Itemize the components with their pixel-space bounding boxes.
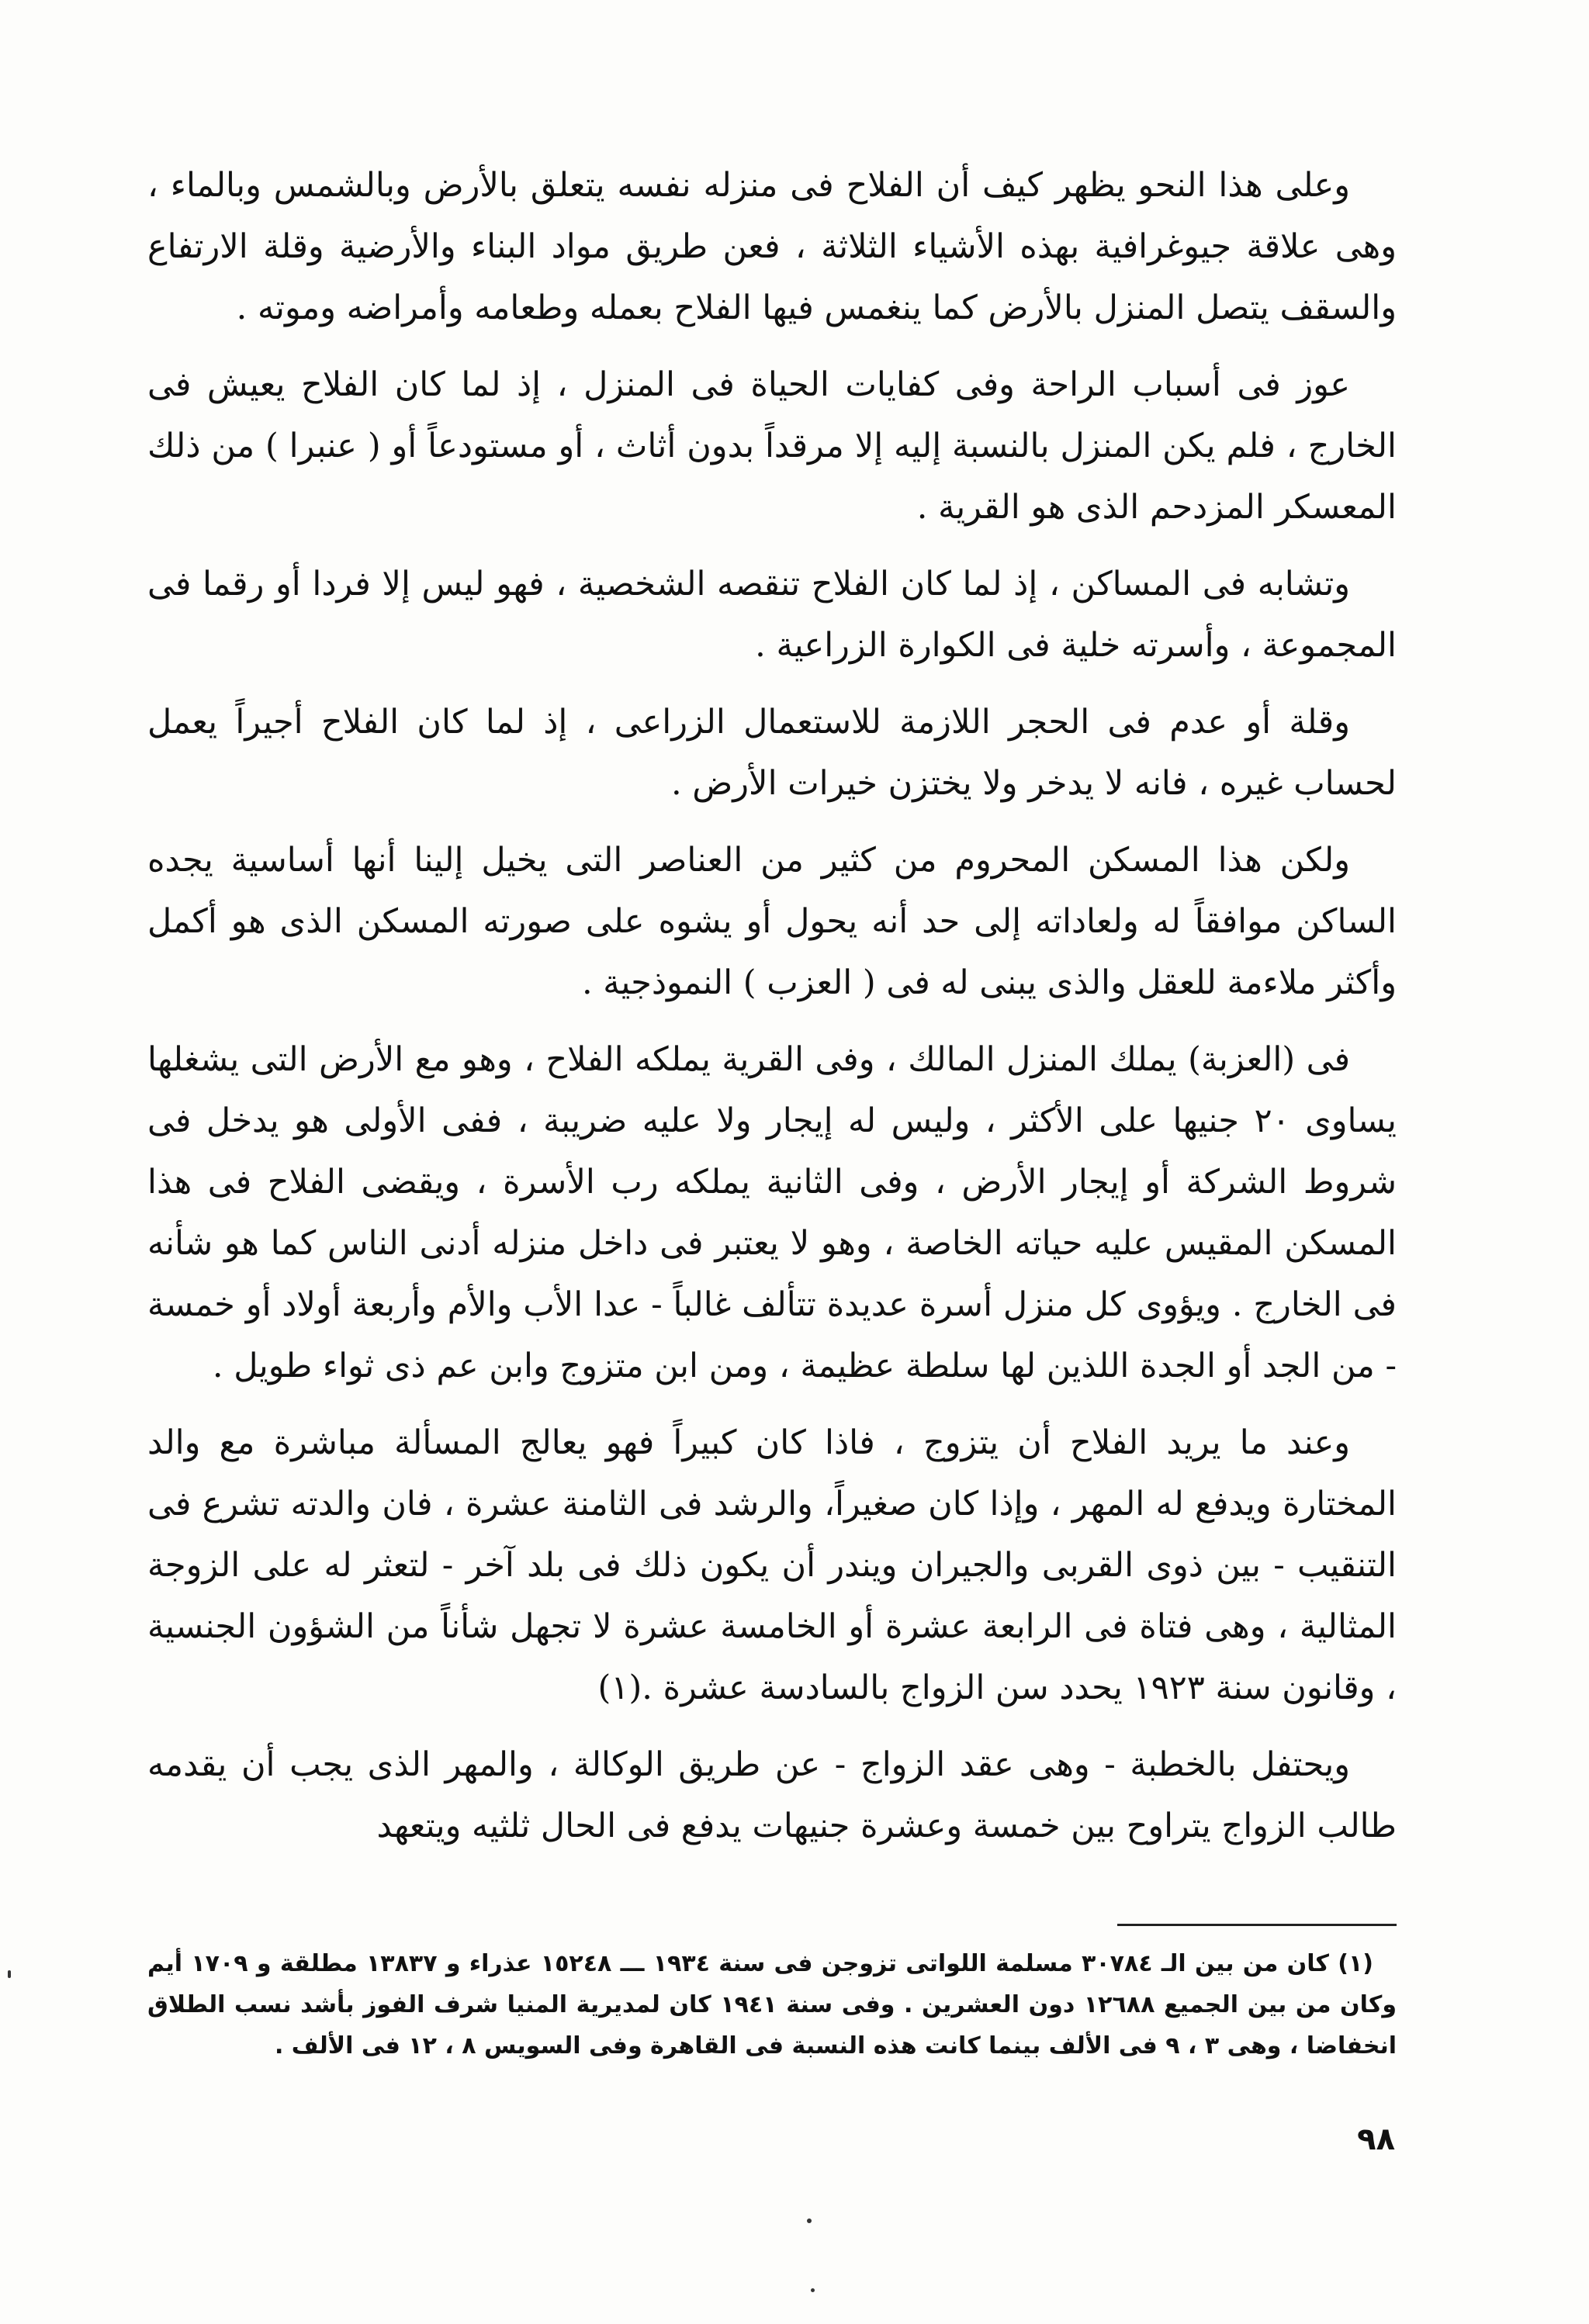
paragraph: وعند ما يريد الفلاح أن يتزوج ، فاذا كان كبيراً فهو يعالج المسألة مباشرة مع والد المختارة ويدفع له المهر ، وإذا كان صغيراً، والرشد فى الثامنة عشرة ، فان والدته تشرع فى التنقيب - بين ذوى القربى والجيران ويندر أن يكون ذلك فى بلد آخر - لتعثر له على الزوجة المثالية ، وهى فتاة فى الرابعة عشرة أو الخامسة عشرة لا تجهل شأناً من الشؤون الجنسية ، وقانون سنة ١٩٢٣ يحدد سن الزواج بالسادسة عشرة .(١) [147,1423,1397,1707]
paragraph: وقلة أو عدم فى الحجر اللازمة للاستعمال الزراعى ، إذ لما كان الفلاح أجيراً يعمل لحساب غيره ، فانه لا يدخر ولا يختزن خيرات الأرض . [147,703,1397,803]
scan-speck [807,2219,812,2223]
scan-speck [8,1970,11,1978]
footnote: (١) كان من بين الـ ٣٠٧٨٤ مسلمة اللواتى تزوجن فى سنة ١٩٣٤ ـــ ١٥٢٤٨ عذراء و ١٣٨٣٧ مطلقة و ١٧٠٩ أيم وكان من بين الجميع ١٢٦٨٨ دون العشرين . وفى سنة ١٩٤١ كان لمديرية المنيا شرف الفوز بأشد نسب الطلاق انخفاضا ، وهى ٣ ، ٩ فى الألف بينما كانت هذه النسبة فى القاهرة وفى السويس ٨ ، ١٢ فى الألف . [147,1950,1397,2059]
page-number: ٩٨ [1357,2122,1395,2157]
paragraph: فى (العزبة) يملك المنزل المالك ، وفى القرية يملكه الفلاح ، وهو مع الأرض التى يشغلها يساوى ٢٠ جنيها على الأكثر ، وليس له إيجار ولا عليه ضريبة ، ففى الأولى هو يدخل فى شروط الشركة أو إيجار الأرض ، وفى الثانية يملكه رب الأسرة ، ويقضى الفلاح فى هذا المسكن المقيس عليه حياته الخاصة ، وهو لا يعتبر فى داخل منزله أدنى الناس كما هو شأنه فى الخارج . ويؤوى كل منزل أسرة عديدة تتألف غالباً - عدا الأب والأم وأربعة أولاد أو خمسة - من الجد أو الجدة اللذين لها سلطة عظيمة ، ومن ابن متزوج وابن عم ذى ثواء طويل . [147,1040,1397,1385]
paragraph: عوز فى أسباب الراحة وفى كفايات الحياة فى المنزل ، إذ لما كان الفلاح يعيش فى الخارج ، فلم يكن المنزل بالنسبة إليه إلا مرقداً بدون أثاث ، أو مستودعاً أو ( عنبرا ) من ذلك المعسكر المزدحم الذى هو القرية . [147,365,1397,527]
scan-speck [811,2288,815,2292]
paragraph: ولكن هذا المسكن المحروم من كثير من العناصر التى يخيل إلينا أنها أساسية يجده الساكن موافقاً له ولعاداته إلى حد أنه يحول أو يشوه على صورته المسكن الذى هو أكمل وأكثر ملاءمة للعقل والذى يبنى له فى ( العزب ) النموذجية . [147,841,1397,1002]
body-text [147,155,1397,1873]
paragraph: وعلى هذا النحو يظهر كيف أن الفلاح فى منزله نفسه يتعلق بالأرض وبالشمس وبالماء ، وهى علاقة جيوغرافية بهذه الأشياء الثلاثة ، فعن طريق مواد البناء والأرضية وقلة الارتفاع والسقف يتصل المنزل بالأرض كما ينغمس فيها الفلاح بعمله وطعامه وأمراضه وموته . [147,166,1397,327]
paragraph: ويحتفل بالخطبة - وهى عقد الزواج - عن طريق الوكالة ، والمهر الذى يجب أن يقدمه طالب الزواج يتراوح بين خمسة وعشرة جنيهات يدفع فى الحال ثلثيه ويتعهد [147,1745,1397,1845]
footnotes [147,1943,1397,2066]
footnote-separator [1117,1924,1397,1926]
paragraph: وتشابه فى المساكن ، إذ لما كان الفلاح تنقصه الشخصية ، فهو ليس إلا فردا أو رقما فى المجموعة ، وأسرته خلية فى الكوارة الزراعية . [147,565,1397,665]
